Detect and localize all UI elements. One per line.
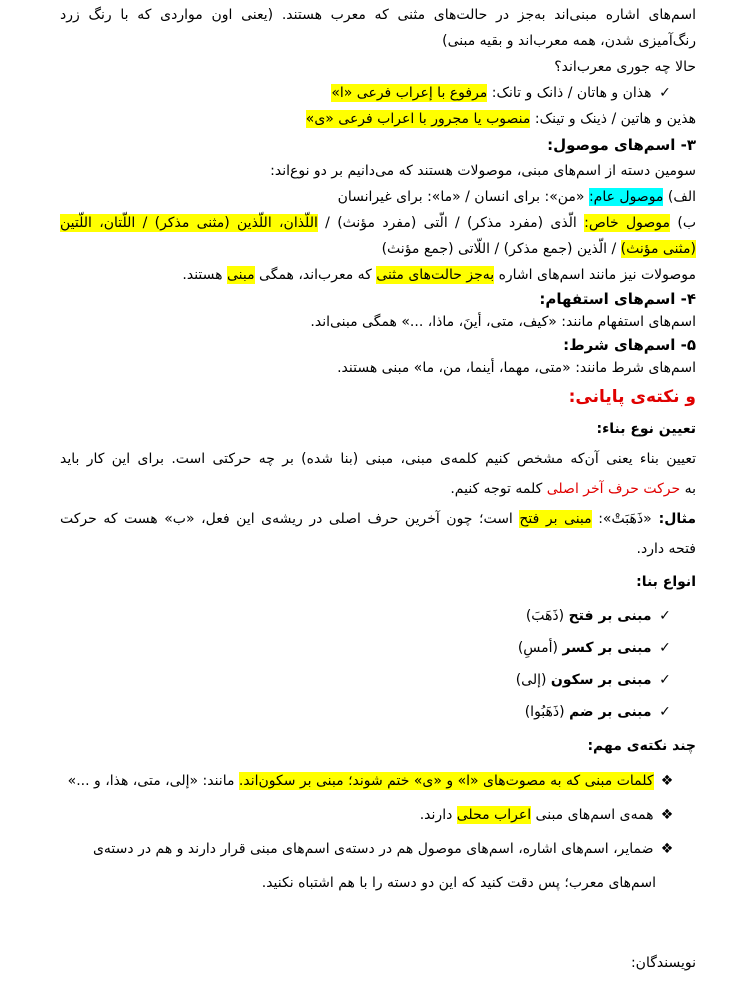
final-heading: و نکته‌ی پایانی: [568,387,696,407]
types-item [60,664,696,696]
types-item-label: مبنی بر فتح [568,608,652,624]
example-line-1 [60,504,696,534]
authors-label: نویسندگان: [630,955,696,971]
check-icon: ✓ [659,608,671,624]
alef-rest: «من»: برای انسان / «ما»: برای غیرانسان [337,189,589,205]
types-item-label: مبنی بر ضم [569,704,652,720]
demo-item-2-text: هذین و هاتین / ذینک و تینک: [530,111,696,127]
section-4-heading: ۴- اسم‌های استفهام: [539,290,696,308]
intro-line-2: رنگ‌آمیزی شدن، همه معرب‌اند و بقیه مبنی) [442,33,696,49]
types-list [60,600,696,728]
p1-b: کلمه توجه کنیم. [450,481,547,497]
note-1-highlight: کلمات مبنی که به مصوت‌های «ا» و «ی» ختم شوند؛ مبنی بر سکون‌اند. [238,773,654,789]
demo-item-2-highlight: منصوب یا مجرور با اعراب فرعی «ی» [305,111,531,127]
section-3-heading: ۳- اسم‌های موصول: [547,136,696,154]
note-2-a: همه‌ی اسم‌های مبنی [531,807,654,823]
note-b: که معرب‌اند، همگی [254,267,377,283]
types-item [60,600,696,632]
note-1 [60,764,696,798]
types-heading: انواع بنا: [636,574,696,590]
section-3-beh-continued [60,236,696,262]
demo-item-1-highlight: مرفوع با إعراب فرعی «ا» [331,85,488,101]
beh-highlight-2: اللّذان، اللّذین (مثنی مذکر) / اللّتان، اللّتین [60,215,318,231]
alef-highlight: موصول عام: [588,189,664,205]
note-2 [60,798,696,832]
note-highlight: به‌جز حالت‌های مثنی [376,267,495,283]
note-3-line-1 [60,832,696,866]
section-3-alef [60,184,696,210]
diamond-bullet-icon: ❖ [660,773,674,789]
intro-line-1: اسم‌های اشاره مبنی‌اند به‌جز در حالت‌های مثنی که معرب هستند. (یعنی اون مواردی که با رنگ زرد [60,7,696,23]
types-item [60,632,696,664]
note-c: هستند. [182,267,227,283]
types-item-example: (أمسِ) [517,640,563,656]
beh2-highlight: (مثنی مؤنث) [620,241,696,257]
check-icon: ✓ [659,704,671,720]
types-item-label: مبنی بر سکون [550,672,652,688]
final-subheading: تعیین نوع بناء: [596,421,696,437]
note-2-b: دارند. [419,807,457,823]
types-item [60,696,696,728]
example-label: مثال: [651,511,697,527]
note-2-highlight: اعراب محلی [456,807,532,823]
beh-prefix: ب) [670,215,696,231]
section-5-text: اسم‌های شرط مانند: «متی، مهما، أینما، من، ما» مبنی هستند. [337,360,696,376]
p1-red: حرکت حرف آخر اصلی [546,481,681,497]
example-b: است؛ چون آخرین حرف اصلی در ریشه‌ی این فعل، «ب» هست که حرکت [60,511,520,527]
final-paragraph-line-1: تعیین بناء یعنی آن‌که مشخص کنیم کلمه‌ی مبنی، مبنی (بنا شده) بر چه حرکتی است. برای این کار باید [60,451,696,467]
note-3-line-2: اسم‌های معرب؛ پس دقت کنید که این دو دسته را با هم اشتباه نکنید. [261,875,656,891]
note-highlight-2: مبنی [226,267,255,283]
notes-heading: چند نکته‌ی مهم: [587,738,696,754]
types-item-example: (ذَهَبُوا) [524,704,570,720]
demo-item-1-text: هذان و هاتان / ذانک و تانک: [487,85,652,101]
note-a: موصولات نیز مانند اسم‌های اشاره [494,267,696,283]
beh2-rest: / الّذین (جمع مذکر) / اللّاتی (جمع مؤنث) [381,241,621,257]
question-line: حالا چه جوری معرب‌اند؟ [554,59,696,75]
types-item-label: مبنی بر کسر [562,640,652,656]
diamond-bullet-icon: ❖ [660,841,674,857]
note-3-text-1: ضمایر، اسم‌های اشاره، اسم‌های موصول هم در دسته‌ی اسم‌های مبنی قرار دارند و هم در دسته‌ی [92,841,654,857]
final-paragraph-line-2 [60,474,696,504]
example-line-2: فتحه دارد. [636,541,696,557]
document-body [60,2,697,971]
section-3-beh [60,210,696,236]
beh-highlight: موصول خاص: [584,215,671,231]
check-icon: ✓ [659,640,671,656]
check-icon: ✓ [659,85,671,101]
example-a: «ذَهَبَتْ»: [591,511,652,527]
alef-prefix: الف) [663,189,696,205]
check-icon: ✓ [659,672,671,688]
types-item-example: (إلی) [515,672,551,688]
demo-item-2 [60,106,696,132]
types-item-example: (ذَهَبَ) [525,608,569,624]
beh-mid: الّذی (مفرد مذکر) / الّتی (مفرد مؤنث) / [317,215,585,231]
note-1-rest: مانند: «إلی، متی، هذا، و ...» [67,773,239,789]
section-3-intro: سومین دسته از اسم‌های مبنی، موصولات هستند که می‌دانیم بر دو نوع‌اند: [270,163,696,179]
section-3-note [60,262,696,288]
demo-item-1 [60,80,696,106]
section-5-heading: ۵- اسم‌های شرط: [563,336,696,354]
diamond-bullet-icon: ❖ [660,807,674,823]
section-4-text: اسم‌های استفهام مانند: «کیف، متی، أینَ، ماذا، ...» همگی مبنی‌اند. [310,314,696,330]
example-highlight: مبنی بر فتح [519,511,592,527]
p1-a: به [680,481,696,497]
